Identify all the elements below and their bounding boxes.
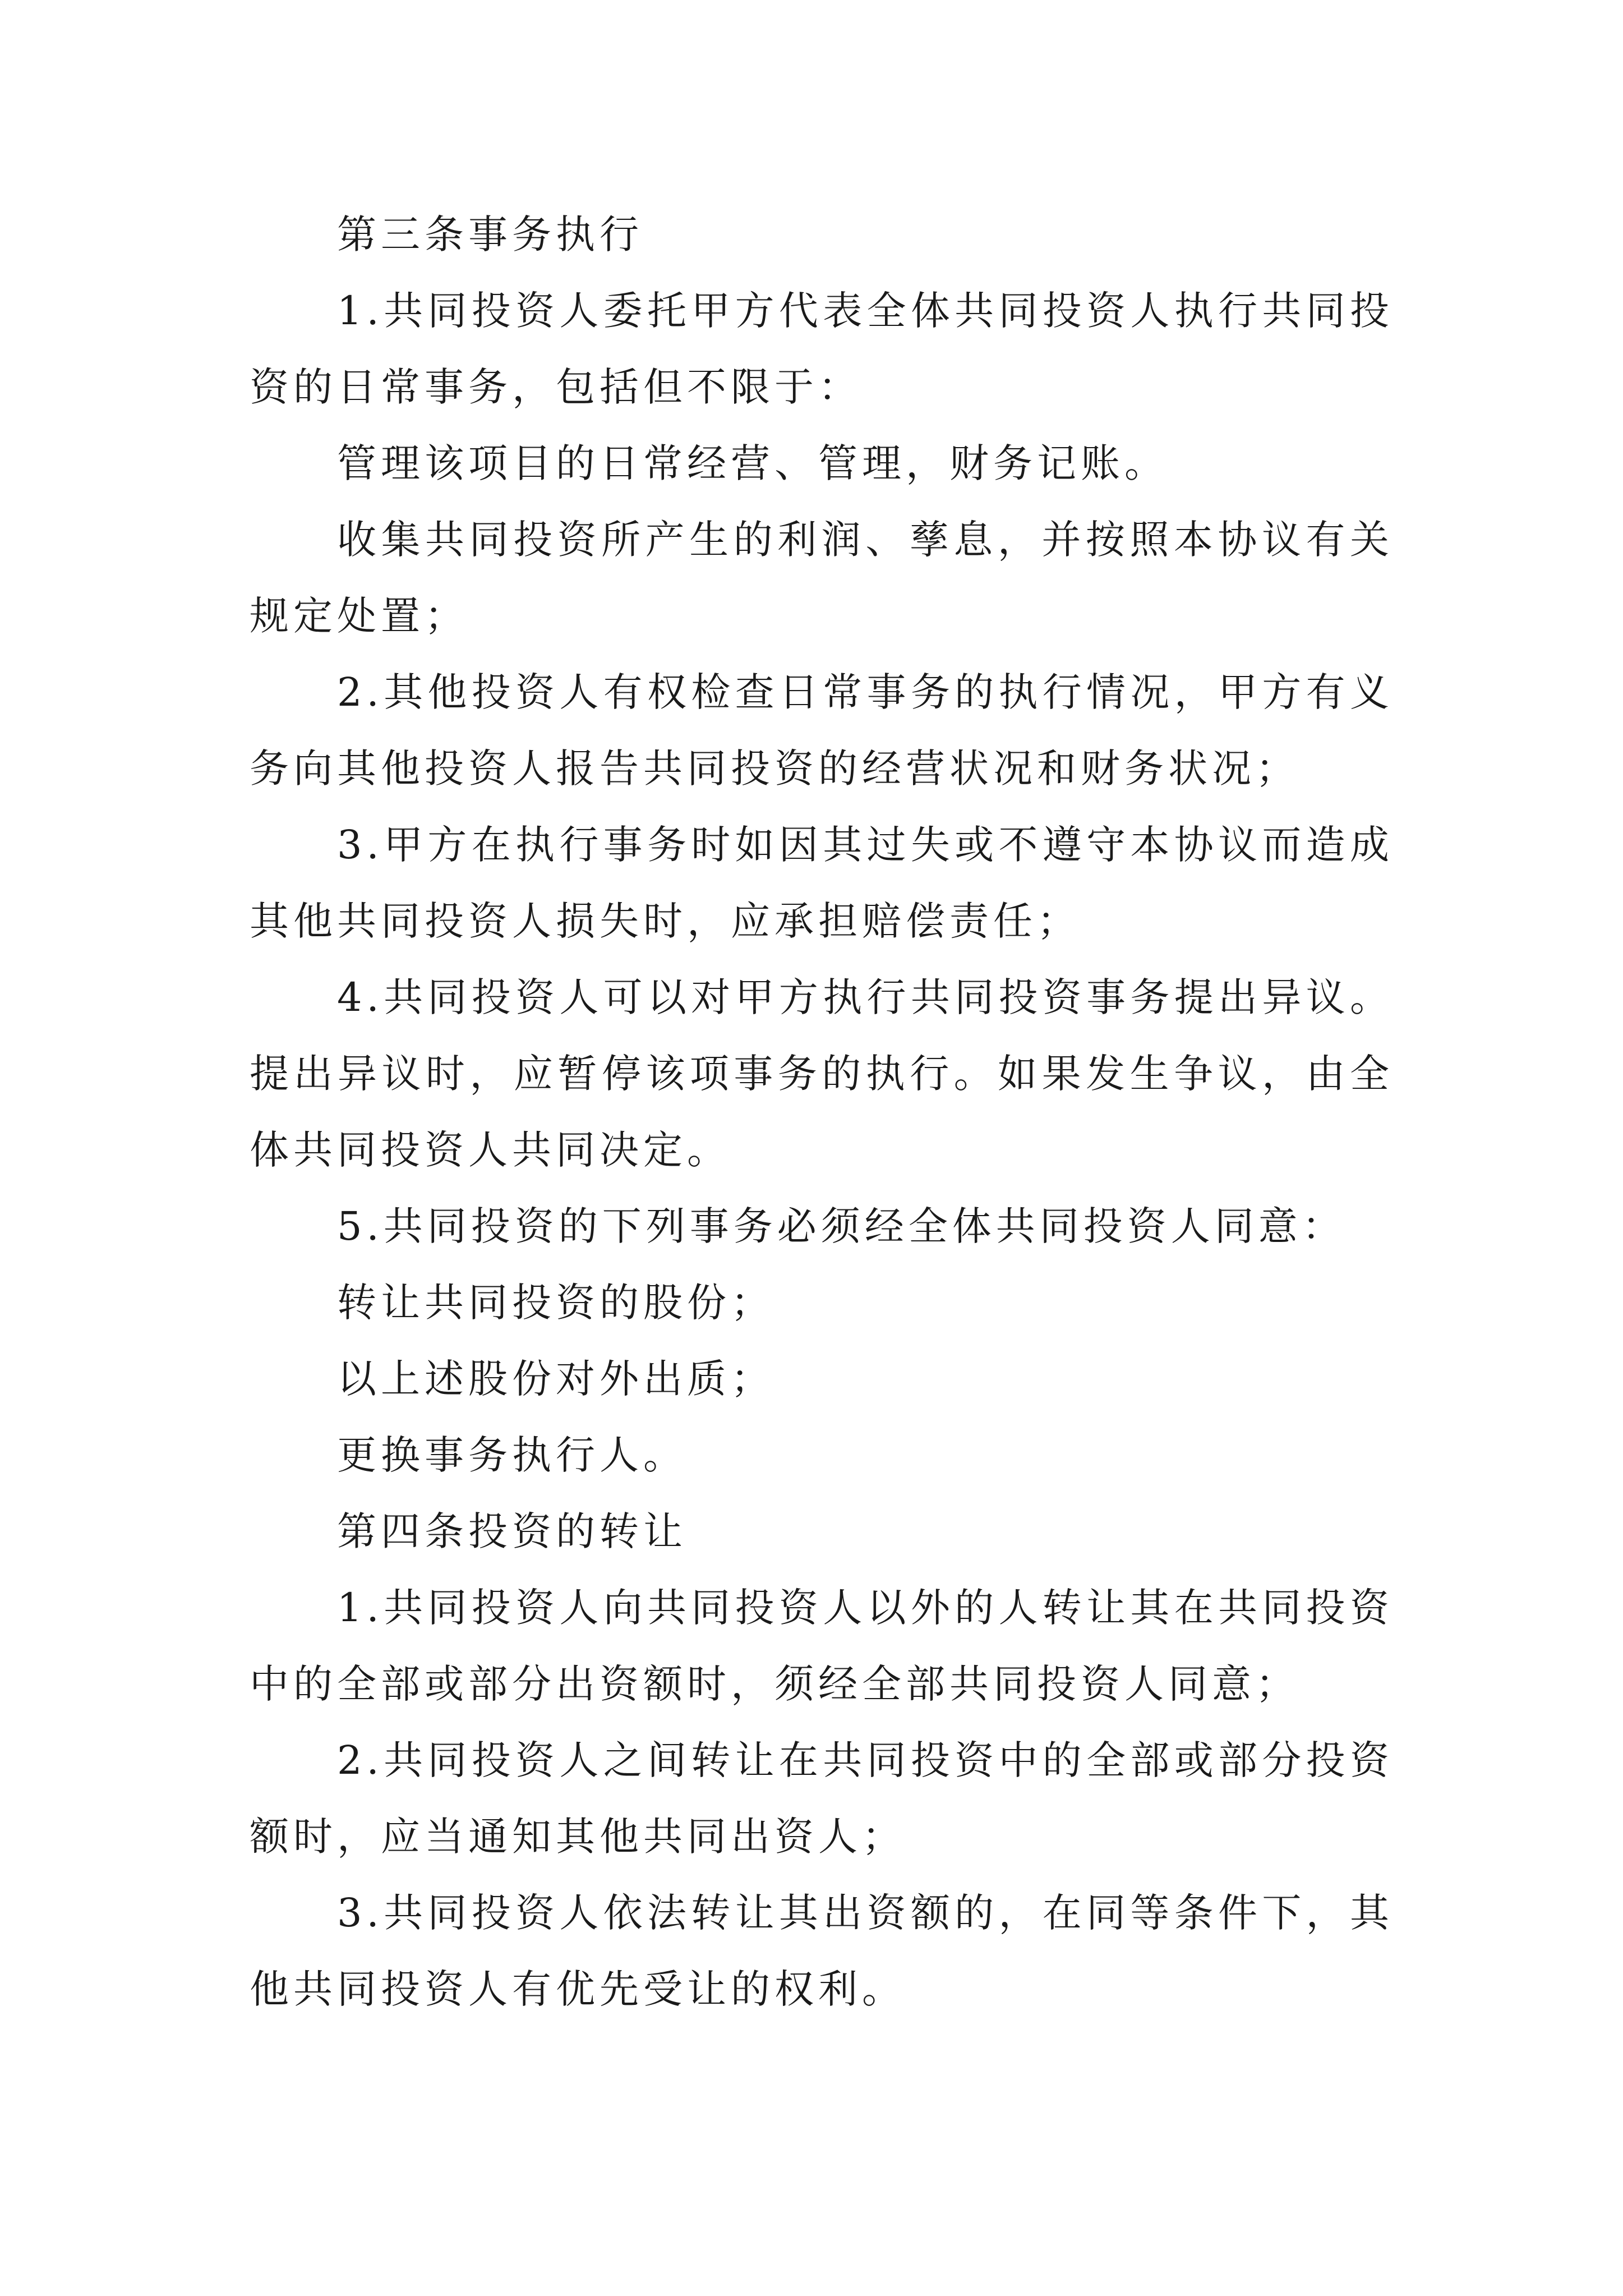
article-3-clause-5-item-b: 以上述股份对外出质； (337, 1356, 774, 1402)
article-4-clause-3: 3.共同投资人依法转让其出资额的，在同等条件下，其他共同投资人有优先受让的权利。 (250, 1890, 1394, 2012)
article-3-clause-1: 1.共同投资人委托甲方代表全体共同投资人执行共同投资的日常事务，包括但不限于： (250, 288, 1394, 410)
article-3-clause-5-item-c: 更换事务执行人。 (337, 1432, 687, 1478)
article-4-clause-1: 1.共同投资人向共同投资人以外的人转让其在共同投资中的全部或部分出资额时，须经全部共同投资人同意； (250, 1585, 1394, 1707)
article-3-clause-5-item-a: 转让共同投资的股份； (337, 1280, 774, 1326)
document-body (250, 196, 1394, 2027)
article-3-clause-3: 3.甲方在执行事务时如因其过失或不遵守本协议而造成其他共同投资人损失时，应承担赔偿责任； (250, 822, 1394, 944)
article-3-clause-2: 2.其他投资人有权检查日常事务的执行情况，甲方有义务向其他投资人报告共同投资的经营状况和财务状况； (250, 669, 1394, 792)
article-3-clause-1-item-b: 收集共同投资所产生的利润、孳息，并按照本协议有关规定处置； (250, 517, 1394, 639)
article-3-clause-5: 5.共同投资的下列事务必须经全体共同投资人同意： (337, 1203, 1346, 1249)
article-4-heading: 第四条投资的转让 (337, 1508, 687, 1554)
article-3-heading: 第三条事务执行 (337, 211, 643, 257)
article-3-clause-1-item-a: 管理该项目的日常经营、管理，财务记账。 (337, 440, 1168, 486)
article-4-clause-2: 2.共同投资人之间转让在共同投资中的全部或部分投资额时，应当通知其他共同出资人； (250, 1737, 1394, 1860)
article-3-clause-4: 4.共同投资人可以对甲方执行共同投资事务提出异议。提出异议时，应暂停该项事务的执行。如果发生争议，由全体共同投资人共同决定。 (250, 974, 1394, 1173)
